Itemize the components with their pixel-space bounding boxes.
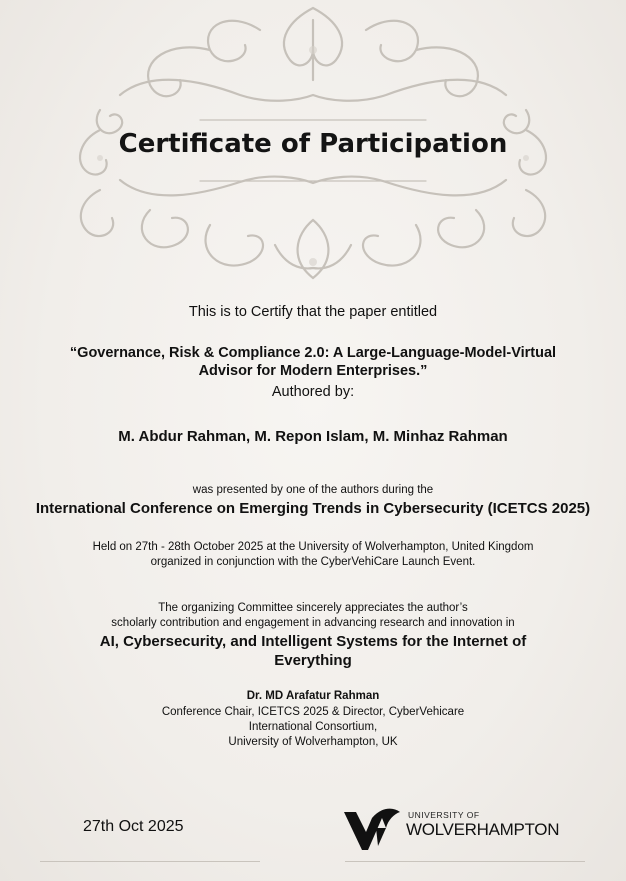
date-signature-rule [40, 861, 260, 862]
held-line-1: Held on 27th - 28th October 2025 at the University of Wolverhampton, United Kingdom [92, 541, 534, 553]
organizing-line-1: The organizing Committee sincerely appreciates the author’s [158, 602, 468, 614]
presented-line: was presented by one of the authors during the [192, 484, 434, 496]
logo-line-2: WOLVERHAMPTON [406, 820, 560, 839]
conference-name: International Conference on Emerging Trends in Cybersecurity (ICETCS 2025) [35, 500, 591, 517]
certificate-title: Certificate of Participation [118, 129, 508, 159]
organizing-line-2: scholarly contribution and engagement in advancing research and innovation in [111, 617, 515, 629]
paper-title-line-1: “Governance, Risk & Compliance 2.0: A Large-Language-Model-Virtual [69, 345, 557, 361]
research-field [0, 632, 626, 670]
chair-role-line-2: International Consortium, [248, 721, 378, 733]
chair-role-line-3: University of Wolverhampton, UK [228, 736, 398, 748]
field-line-2: Everything [274, 652, 352, 669]
logo-line-1: UNIVERSITY OF [408, 810, 480, 820]
authored-by-label: Authored by: [271, 384, 355, 400]
chair-name: Dr. MD Arafatur Rahman [246, 690, 380, 702]
authors-list: M. Abdur Rahman, M. Repon Islam, M. Minhaz Rahman [118, 428, 508, 445]
held-info [0, 540, 626, 570]
certify-line: This is to Certify that the paper entitled [188, 304, 438, 320]
paper-title [0, 344, 626, 380]
certificate-date: 27th Oct 2025 [83, 818, 184, 835]
logo-signature-rule [345, 861, 585, 862]
organizing-text [0, 601, 626, 631]
field-line-1: AI, Cybersecurity, and Intelligent Systems for the Internet of [99, 633, 527, 650]
chair-role-line-1: Conference Chair, ICETCS 2025 & Director, CyberVehicare [161, 706, 465, 718]
university-logo-mark-icon [342, 798, 406, 858]
paper-title-line-2: Advisor for Modern Enterprises.” [198, 363, 428, 379]
university-logo [342, 798, 582, 858]
chair-role [0, 705, 626, 750]
held-line-2: organized in conjunction with the CyberVehiCare Launch Event. [150, 556, 476, 568]
